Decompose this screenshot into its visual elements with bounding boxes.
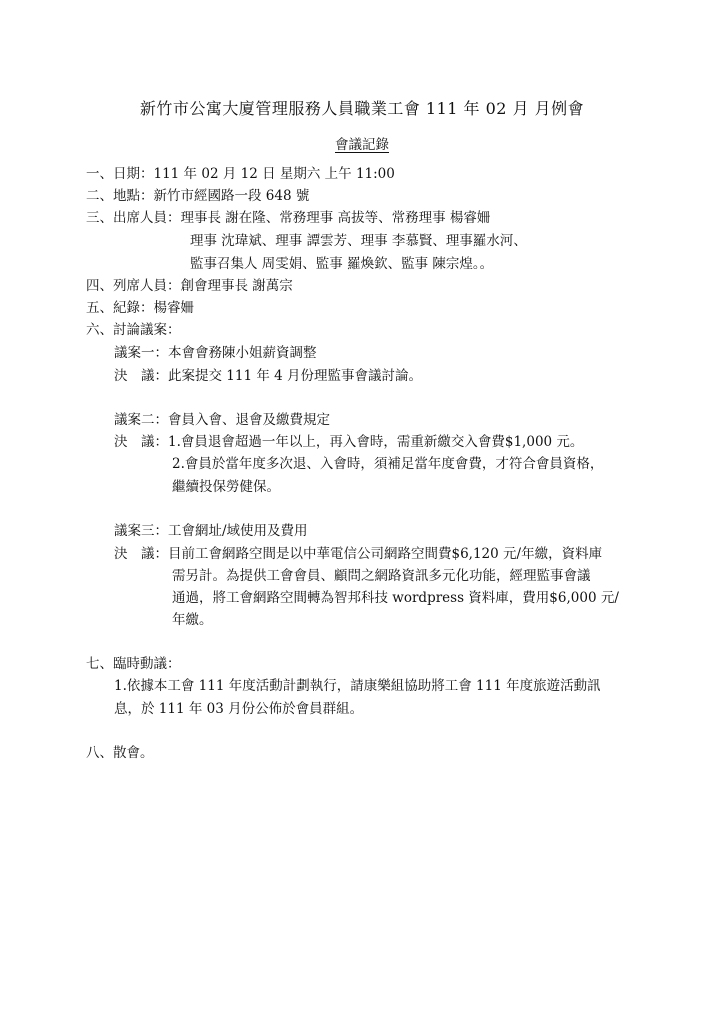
extempore-line-2: 息，於 111 年 03 月份公佈於會員群組。: [114, 701, 364, 717]
attendees-line-3: 監事召集人 周雯娟、監事 羅煥欽、監事 陳宗煌。。: [190, 256, 494, 272]
proposal-3-resolution-line-2: 需另計。為提供工會會員、顧問之網路資訊多元化功能，經理監事會議: [172, 568, 591, 584]
discussion-heading: 六、討論議案：: [86, 322, 181, 338]
attendees-line-2: 理事 沈瑋斌、理事 譚雲芳、理事 李慕賢、理事羅水河、: [190, 233, 527, 249]
proposal-2-resolution-line-3: 繼續投保勞健保。: [172, 479, 280, 495]
extempore-line-1: 1.依據本工會 111 年度活動計劃執行，請康樂組協助將工會 111 年度旅遊活動訊: [114, 678, 601, 694]
extempore-heading: 七、臨時動議：: [86, 656, 181, 672]
document-subtitle: [0, 133, 724, 153]
proposal-3-resolution-line-1: 決 議：目前工會網路空間是以中華電信公司網路空間費$6,120 元/年繳，資料庫: [114, 546, 603, 562]
meeting-location: 二、地點：新竹市經國路一段 648 號: [86, 188, 310, 204]
proposal-2-topic: 議案二：會員入會、退會及繳費規定: [114, 412, 330, 428]
observers: 四、列席人員：創會理事長 謝萬宗: [86, 278, 293, 294]
proposal-3-topic: 議案三：工會網址/域使用及費用: [114, 523, 308, 539]
document-title: 新竹市公寓大廈管理服務人員職業工會 111 年 02 月 月例會: [139, 99, 585, 118]
recorder: 五、紀錄：楊睿姍: [86, 300, 194, 316]
attendees-line-1: 三、出席人員：理事長 謝在隆、常務理事 高拔等、常務理事 楊睿姍: [86, 210, 491, 226]
proposal-3-resolution-line-4: 年繳。: [172, 612, 213, 628]
proposal-3-resolution-line-3: 通過，將工會網路空間轉為智邦科技 wordpress 資料庫，費用$6,000 元/: [172, 590, 619, 606]
proposal-1-topic: 議案一：本會會務陳小姐薪資調整: [114, 345, 317, 361]
proposal-1-resolution: 決 議：此案提交 111 年 4 月份理監事會議討論。: [114, 368, 423, 384]
adjourn: 八、散會。: [86, 745, 154, 761]
proposal-2-resolution-line-1: 決 議：1.會員退會超過一年以上，再入會時，需重新繳交入會費$1,000 元。: [114, 434, 584, 450]
meeting-date: 一、日期：111 年 02 月 12 日 星期六 上午 11:00: [86, 166, 395, 182]
proposal-2-resolution-line-2: 2.會員於當年度多次退、入會時，須補足當年度會費，才符合會員資格，: [172, 456, 604, 472]
subtitle-text: 會議記錄: [335, 137, 389, 153]
